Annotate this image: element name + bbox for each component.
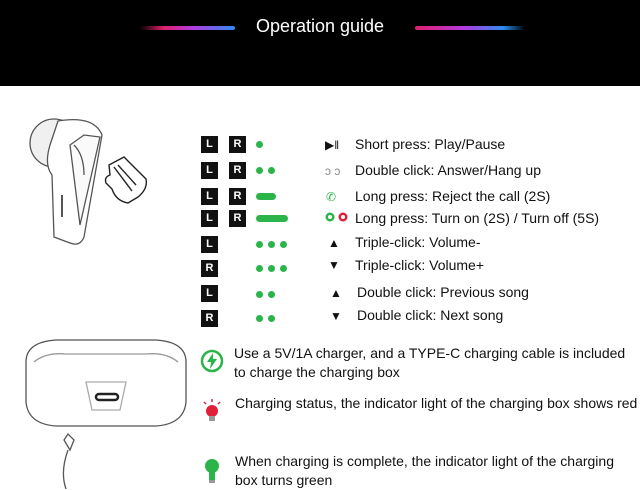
left-earbud-badge: L xyxy=(201,136,218,153)
press-dot xyxy=(256,291,263,298)
left-earbud-badge: L xyxy=(201,236,218,253)
right-earbud-badge: R xyxy=(229,210,246,227)
right-earbud-badge: R xyxy=(229,188,246,205)
control-label: Short press: Play/Pause xyxy=(355,136,506,152)
control-label: Triple-click: Volume- xyxy=(355,234,481,250)
control-label: Long press: Reject the call (2S) xyxy=(355,188,551,204)
left-earbud-badge: L xyxy=(201,285,218,302)
press-dot xyxy=(256,167,263,174)
volume-down-icon: ▲ xyxy=(328,236,340,250)
right-earbud-badge: R xyxy=(229,136,246,153)
next-icon: ▼ xyxy=(330,309,342,323)
press-dot xyxy=(256,241,263,248)
charging-case-illustration xyxy=(16,332,194,489)
left-earbud-badge: L xyxy=(201,188,218,205)
play-pause-icon: ▶‖ xyxy=(325,138,340,152)
control-label: Double click: Previous song xyxy=(357,284,529,300)
press-dot xyxy=(268,315,275,322)
lightning-charge-icon xyxy=(200,349,224,373)
control-label: Long press: Turn on (2S) / Turn off (5S) xyxy=(355,210,600,226)
press-dot xyxy=(268,291,275,298)
control-label: Double click: Next song xyxy=(357,307,504,323)
right-earbud-badge: R xyxy=(229,162,246,179)
right-earbud-badge: R xyxy=(201,310,218,327)
press-dot xyxy=(268,265,275,272)
green-light-icon xyxy=(201,456,223,486)
press-dot xyxy=(280,241,287,248)
left-earbud-badge: L xyxy=(201,162,218,179)
control-label: Triple-click: Volume+ xyxy=(355,257,485,273)
left-earbud-badge: L xyxy=(201,210,218,227)
long-press-bar xyxy=(256,193,276,200)
charging-complete-text: When charging is complete, the indicator light of the charging box turns green xyxy=(235,453,614,488)
previous-icon: ▲ xyxy=(330,286,342,300)
phone-waves-icon: ↄ ↄ xyxy=(325,164,341,178)
long-press-bar xyxy=(256,215,288,222)
right-earbud-badge: R xyxy=(201,260,218,277)
reject-call-icon: ✆ xyxy=(326,190,337,204)
press-dot xyxy=(280,265,287,272)
header-banner xyxy=(0,0,640,86)
power-icon xyxy=(324,211,350,223)
press-dot xyxy=(256,315,263,322)
volume-up-icon: ▼ xyxy=(328,258,340,272)
press-dot xyxy=(256,265,263,272)
banner-accent-right xyxy=(415,26,525,30)
red-light-icon xyxy=(201,398,223,426)
press-dot xyxy=(268,241,275,248)
earbud-illustration xyxy=(14,105,154,250)
charging-status-text: Charging status, the indicator light of the charging box shows red xyxy=(235,395,638,411)
page-title: Operation guide xyxy=(255,16,385,36)
charging-instruction: Use a 5V/1A charger, and a TYPE-C charging cable is included to charge the charging box xyxy=(234,345,626,380)
press-dot xyxy=(268,167,275,174)
control-label: Double click: Answer/Hang up xyxy=(355,162,541,178)
press-dot xyxy=(256,141,263,148)
